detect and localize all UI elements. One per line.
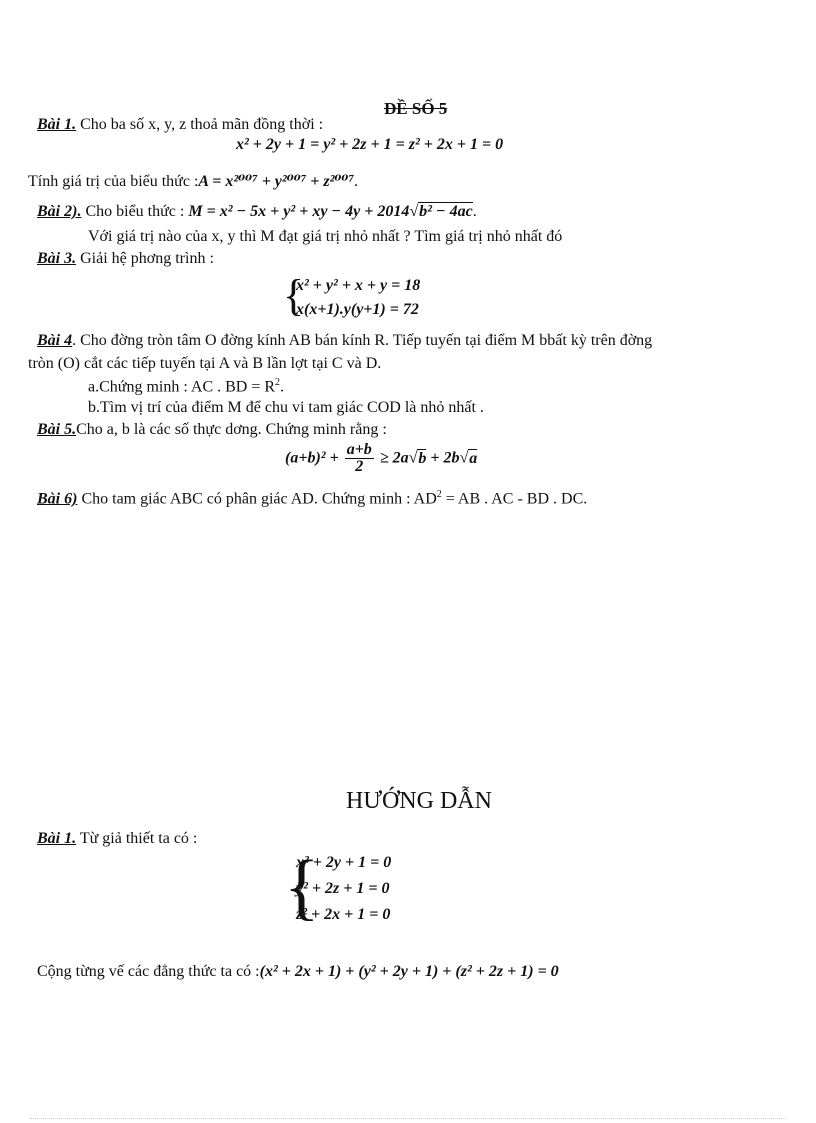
bai5-line (37, 421, 387, 439)
guide-eq3: z² + 2x + 1 = 0 (296, 906, 391, 923)
guide-brace: { (284, 846, 320, 928)
guide-eq2: y² + 2z + 1 = 0 (296, 880, 390, 897)
bai1-line2 (28, 171, 358, 191)
bai2-label: Bài 2). (37, 203, 82, 220)
bai3-label: Bài 3. (37, 250, 77, 267)
bai4-line2: tròn (O) cắt các tiếp tuyến tại A và B lần lợt tại C và D. (28, 355, 382, 372)
bai4-line1 (37, 332, 652, 350)
guide-sum-expr: (x² + 2x + 1) + (y² + 2y + 1) + (z² + 2z + 1) = 0 (259, 963, 559, 980)
bai1-line2-suffix: . (354, 173, 358, 190)
bai2-line: Bài 2). Cho biểu thức : M = x² − 5x + y² + xy − 4y + 2014√b² − 4ac. (37, 203, 477, 220)
bai1-equation: x² + 2y + 1 = y² + 2z + 1 = z² + 2x + 1 = 0 (236, 136, 504, 153)
bai4-part-a: a.Chứng minh : AC . BD = $R^2$. (88, 377, 285, 396)
bai1-line (37, 116, 323, 134)
guide-bai1-line: Bài 1. Từ giả thiết ta có : (37, 830, 198, 847)
bai2-line2: Với giá trị nào của x, y thì M đạt giá trị nhỏ nhất ? Tìm giá trị nhỏ nhất đó (88, 228, 563, 245)
bai3-brace: { (283, 271, 305, 320)
bai6-line: Bài 6) Cho tam giác ABC có phân giác AD. Chứng minh : $AD^2$ = AB . AC - BD . DC. (37, 489, 588, 508)
bai5-text: Cho a, b là các số thực dơng. Chứng minh rằng : (76, 421, 387, 438)
bai5-label: Bài 5. (37, 421, 77, 438)
bai2-suffix: . (472, 203, 477, 220)
bai2-expr: M = x² − 5x + y² + xy − 4y + 2014 (188, 203, 410, 220)
bai3-text: Giải hệ phơng trình : (76, 250, 214, 267)
bai1-line2-expr: A = x²⁰⁰⁷ + y²⁰⁰⁷ + z²⁰⁰⁷ (198, 173, 354, 190)
bai6-label: Bài 6) (37, 490, 78, 508)
bai3-eq2: x(x+1).y(y+1) = 72 (296, 301, 419, 318)
guide-eq1: x² + 2y + 1 = 0 (296, 854, 392, 871)
bai4-text1: . Cho đờng tròn tâm O đờng kính AB bán kính R. Tiếp tuyến tại điểm M bbất kỳ trên đờng (72, 332, 653, 349)
guide-bai1-label: Bài 1. (37, 830, 77, 847)
bai1-line2-prefix: Tính giá trị của biểu thức : (28, 173, 199, 190)
bai4-part-b: b.Tìm vị trí của điểm M để chu vi tam giác COD là nhỏ nhất . (88, 399, 484, 416)
bai2-sqrt: b² − 4ac (419, 203, 473, 220)
bai5-fraction: $\frac{a+b}{2}$ (346, 441, 372, 475)
bai2-text: Cho biểu thức : (81, 203, 185, 220)
guide-heading: HƯỚNG DẪN (346, 788, 492, 814)
bai3-line (37, 250, 214, 268)
page-divider (30, 1118, 786, 1119)
guide-sum-line: Cộng từng vế các đẳng thức ta có :(x² + 2x + 1) + (y² + 2y + 1) + (z² + 2z + 1) = 0 (37, 963, 559, 980)
bai5-inequality: (a+b)² + $\frac{a+b}{2}$ ≥ 2a√b + 2b√a (285, 441, 478, 475)
bai1-text: Cho ba số x, y, z thoả mãn đồng thời : (76, 116, 324, 133)
page-title: ĐỀ SỐ 5 (384, 99, 448, 118)
bai1-label: Bài 1. (37, 116, 77, 133)
bai3-eq1: x² + y² + x + y = 18 (296, 277, 421, 294)
bai4-label: Bài 4 (37, 332, 73, 349)
